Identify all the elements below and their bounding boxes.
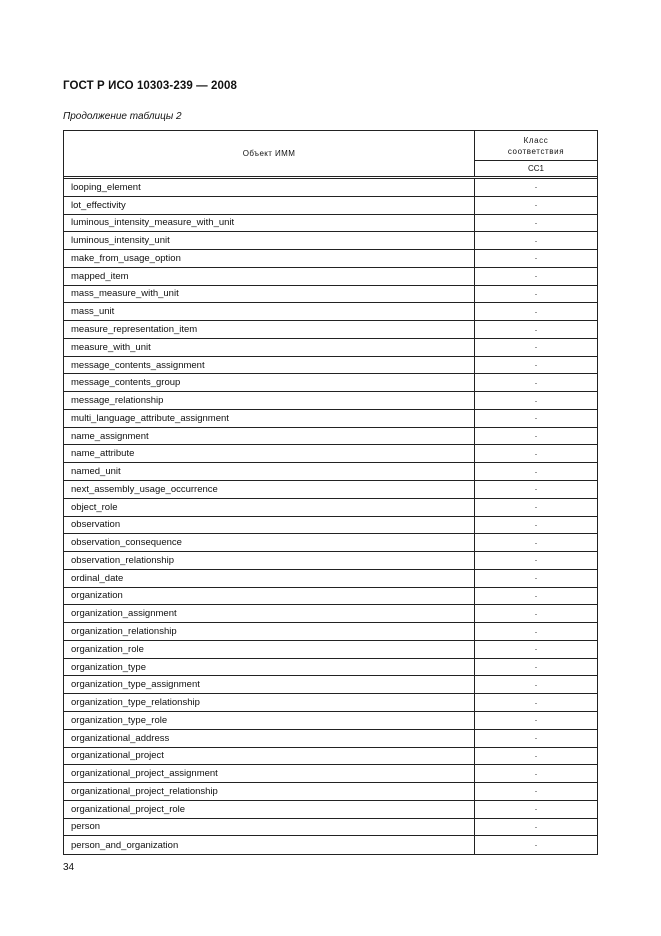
table-row xyxy=(64,357,597,375)
table-row xyxy=(64,410,597,428)
table-row xyxy=(64,765,597,783)
object-name-cell: named_unit xyxy=(64,463,475,480)
table-body xyxy=(64,179,597,854)
table-row xyxy=(64,730,597,748)
object-name-cell: organizational_project xyxy=(64,748,475,765)
table-row xyxy=(64,659,597,677)
cc1-cell: · xyxy=(534,768,538,779)
header-class-line1: Класс xyxy=(523,135,549,145)
cc1-cell: · xyxy=(534,324,538,335)
table-row xyxy=(64,179,597,197)
cc1-cell: · xyxy=(534,306,538,317)
object-name-cell: name_attribute xyxy=(64,445,475,462)
object-name-cell: person_and_organization xyxy=(64,836,475,854)
cc1-cell: · xyxy=(534,715,538,726)
table-row xyxy=(64,197,597,215)
cc1-cell: · xyxy=(534,253,538,264)
table-header xyxy=(64,131,597,179)
object-name-cell: person xyxy=(64,819,475,836)
cc1-cell: · xyxy=(534,217,538,228)
table-row xyxy=(64,819,597,837)
cc1-cell: · xyxy=(534,697,538,708)
table-row xyxy=(64,588,597,606)
object-name-cell: object_role xyxy=(64,499,475,516)
table-row xyxy=(64,481,597,499)
object-name-cell: lot_effectivity xyxy=(64,197,475,214)
cc1-cell: · xyxy=(534,448,538,459)
object-name-cell: measure_with_unit xyxy=(64,339,475,356)
object-name-cell: organization_type_role xyxy=(64,712,475,729)
table-row xyxy=(64,534,597,552)
table-row xyxy=(64,303,597,321)
table-row xyxy=(64,605,597,623)
table-row xyxy=(64,286,597,304)
cc1-cell: · xyxy=(534,750,538,761)
table-row xyxy=(64,694,597,712)
object-name-cell: name_assignment xyxy=(64,428,475,445)
table-caption: Продолжение таблицы 2 xyxy=(63,111,182,122)
table-row xyxy=(64,445,597,463)
cc1-cell: · xyxy=(534,555,538,566)
table-row xyxy=(64,215,597,233)
object-name-cell: organizational_project_relationship xyxy=(64,783,475,800)
cc1-cell: · xyxy=(534,786,538,797)
table-row xyxy=(64,499,597,517)
cc1-cell: · xyxy=(534,288,538,299)
table-row xyxy=(64,232,597,250)
table-row xyxy=(64,712,597,730)
object-name-cell: observation xyxy=(64,517,475,534)
header-class-line2: соответствия xyxy=(507,146,565,156)
header-class-group xyxy=(475,131,597,176)
object-name-cell: message_contents_group xyxy=(64,374,475,391)
table-row xyxy=(64,517,597,535)
table-row xyxy=(64,623,597,641)
cc1-cell: · xyxy=(534,484,538,495)
cc1-cell: · xyxy=(534,360,538,371)
object-name-cell: organization_type_assignment xyxy=(64,676,475,693)
conformance-table xyxy=(63,130,598,855)
document-title: ГОСТ Р ИСО 10303-239 — 2008 xyxy=(63,80,238,92)
object-name-cell: luminous_intensity_measure_with_unit xyxy=(64,215,475,232)
object-name-cell: observation_consequence xyxy=(64,534,475,551)
cc1-cell: · xyxy=(534,821,538,832)
cc1-cell: · xyxy=(534,679,538,690)
object-name-cell: organization_type_relationship xyxy=(64,694,475,711)
table-row xyxy=(64,748,597,766)
object-name-cell: luminous_intensity_unit xyxy=(64,232,475,249)
cc1-cell: · xyxy=(534,395,538,406)
header-object: Объект ИММ xyxy=(64,131,475,176)
object-name-cell: organization_relationship xyxy=(64,623,475,640)
object-name-cell: mass_unit xyxy=(64,303,475,320)
cc1-cell: · xyxy=(534,626,538,637)
object-name-cell: ordinal_date xyxy=(64,570,475,587)
object-name-cell: message_contents_assignment xyxy=(64,357,475,374)
cc1-cell: · xyxy=(534,342,538,353)
cc1-cell: · xyxy=(534,519,538,530)
object-name-cell: organization_assignment xyxy=(64,605,475,622)
object-name-cell: next_assembly_usage_occurrence xyxy=(64,481,475,498)
cc1-cell: · xyxy=(534,840,538,851)
table-row xyxy=(64,783,597,801)
cc1-cell: · xyxy=(534,235,538,246)
cc1-cell: · xyxy=(534,377,538,388)
cc1-cell: · xyxy=(534,590,538,601)
table-row xyxy=(64,801,597,819)
object-name-cell: looping_element xyxy=(64,179,475,196)
table-row xyxy=(64,836,597,854)
table-row xyxy=(64,552,597,570)
cc1-cell: · xyxy=(534,573,538,584)
object-name-cell: multi_language_attribute_assignment xyxy=(64,410,475,427)
cc1-cell: · xyxy=(534,413,538,424)
object-name-cell: observation_relationship xyxy=(64,552,475,569)
object-name-cell: make_from_usage_option xyxy=(64,250,475,267)
table-row xyxy=(64,392,597,410)
cc1-cell: · xyxy=(534,733,538,744)
object-name-cell: organizational_project_role xyxy=(64,801,475,818)
table-row xyxy=(64,339,597,357)
object-name-cell: organizational_project_assignment xyxy=(64,765,475,782)
object-name-cell: measure_representation_item xyxy=(64,321,475,338)
object-name-cell: mass_measure_with_unit xyxy=(64,286,475,303)
cc1-cell: · xyxy=(534,431,538,442)
cc1-cell: · xyxy=(534,502,538,513)
table-row xyxy=(64,676,597,694)
cc1-cell: · xyxy=(534,644,538,655)
table-row xyxy=(64,268,597,286)
table-row xyxy=(64,641,597,659)
table-row xyxy=(64,570,597,588)
cc1-cell: · xyxy=(534,537,538,548)
table-row xyxy=(64,374,597,392)
object-name-cell: message_relationship xyxy=(64,392,475,409)
object-name-cell: organization_role xyxy=(64,641,475,658)
cc1-cell: · xyxy=(534,466,538,477)
page-number: 34 xyxy=(63,862,75,873)
cc1-cell: · xyxy=(534,804,538,815)
cc1-cell: · xyxy=(534,271,538,282)
header-cc1: CC1 xyxy=(527,164,544,173)
header-conformance-class xyxy=(475,131,597,161)
object-name-cell: mapped_item xyxy=(64,268,475,285)
table-row xyxy=(64,428,597,446)
table-row xyxy=(64,250,597,268)
table-row xyxy=(64,463,597,481)
object-name-cell: organization xyxy=(64,588,475,605)
cc1-cell: · xyxy=(534,182,538,193)
cc1-cell: · xyxy=(534,200,538,211)
cc1-cell: · xyxy=(534,662,538,673)
cc1-cell: · xyxy=(534,608,538,619)
object-name-cell: organizational_address xyxy=(64,730,475,747)
object-name-cell: organization_type xyxy=(64,659,475,676)
table-row xyxy=(64,321,597,339)
